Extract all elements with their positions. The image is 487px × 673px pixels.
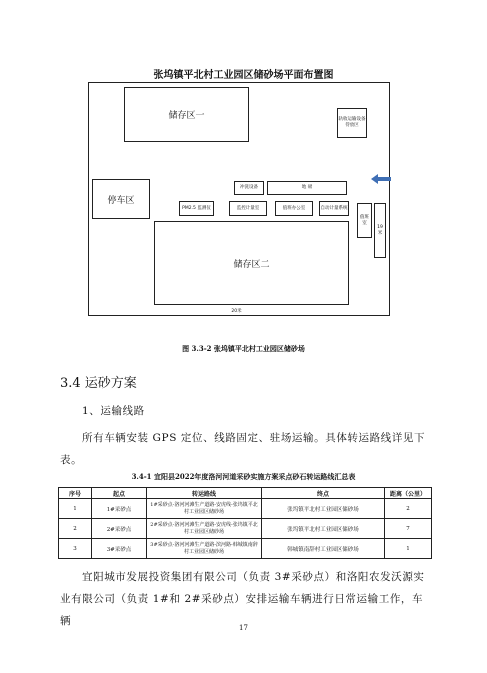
header-route: 转运路线 [147,488,262,499]
storage-zone-2: 储存区二 [154,221,349,305]
cell-distance: 2 [385,499,432,519]
table-header-row [59,488,432,499]
header-end: 终点 [262,488,385,499]
guard-room: 值班室 [357,203,372,238]
route-table [58,487,432,559]
cell-index: 1 [59,499,92,519]
figure-title: 张坞镇平北村工业园区储砂场平面布置图 [153,70,334,81]
subheading: 1、运输线路 [82,405,145,417]
cell-end: 韩城镇南辞村工业园区储砂场 [262,539,385,559]
road-right-label: 19米 [374,203,386,258]
monitor-room: 监控计量室 [229,201,267,216]
cell-distance: 1 [385,539,432,559]
paragraph-1: 所有车辆安装 GPS 定位、线路固定、驻场运输。具体转运路线详见下表。 [60,432,426,466]
table-row [59,499,432,519]
wash-equipment: 冲洗设备 [234,181,264,195]
weighbridge: 地 磅 [267,181,347,195]
cell-distance: 7 [385,519,432,539]
table-row [59,519,432,539]
page-number: 17 [239,624,248,632]
pm-monitor: PM2.5 监测仪 [179,201,214,216]
standby-area: 轨收运输设备待放区 [337,108,367,138]
cell-end: 张坞镇平北村工业园区储砂场 [262,519,385,539]
paragraph-2: 宜阳城市发展投资集团有限公司（负责 3#采砂点）和洛阳农发沃源实业有限公司（负责 1#和 2#采砂点）安排运输车辆进行日常运输工作，车辆 [60,571,425,627]
header-start: 起点 [92,488,147,499]
entrance-arrow-icon [371,173,391,185]
table-title: 3.4-1 宜阳县2022年度洛河河道采砂实施方案采点砂石转运路线汇总表 [131,472,356,481]
cell-start: 1#采砂点 [92,499,147,519]
auto-metering: 自动计量系统 [319,201,349,216]
road-bottom-label: 20米 [231,309,242,315]
storage-zone-1: 储存区一 [124,87,249,142]
cell-start: 3#采砂点 [92,539,147,559]
figure-caption: 图 3.3-2 张坞镇平北村工业园区储砂场 [182,344,305,353]
header-distance: 距离（公里） [385,488,432,499]
section-heading: 3.4 运砂方案 [60,376,137,391]
header-index: 序号 [59,488,92,499]
parking-zone: 停车区 [92,179,150,219]
duty-office: 值班办公室 [275,201,313,216]
cell-route: 2#采砂点-洛河河滩生产道路-安虎线-张坞镇平北村工业园区储砂场 [147,519,262,539]
cell-index: 2 [59,519,92,539]
cell-index: 3 [59,539,92,559]
site-plan [88,82,390,316]
cell-start: 2#采砂点 [92,519,147,539]
cell-route: 1#采砂点-洛河河滩生产道路-安虎线-张坞镇平北村工业园区储砂场 [147,499,262,519]
table-row [59,539,432,559]
cell-end: 张坞镇平北村工业园区储砂场 [262,499,385,519]
cell-route: 3#采砂点-洛河河滩生产道路-滨河路-韩城镇南辞村工业园区储砂场 [147,539,262,559]
